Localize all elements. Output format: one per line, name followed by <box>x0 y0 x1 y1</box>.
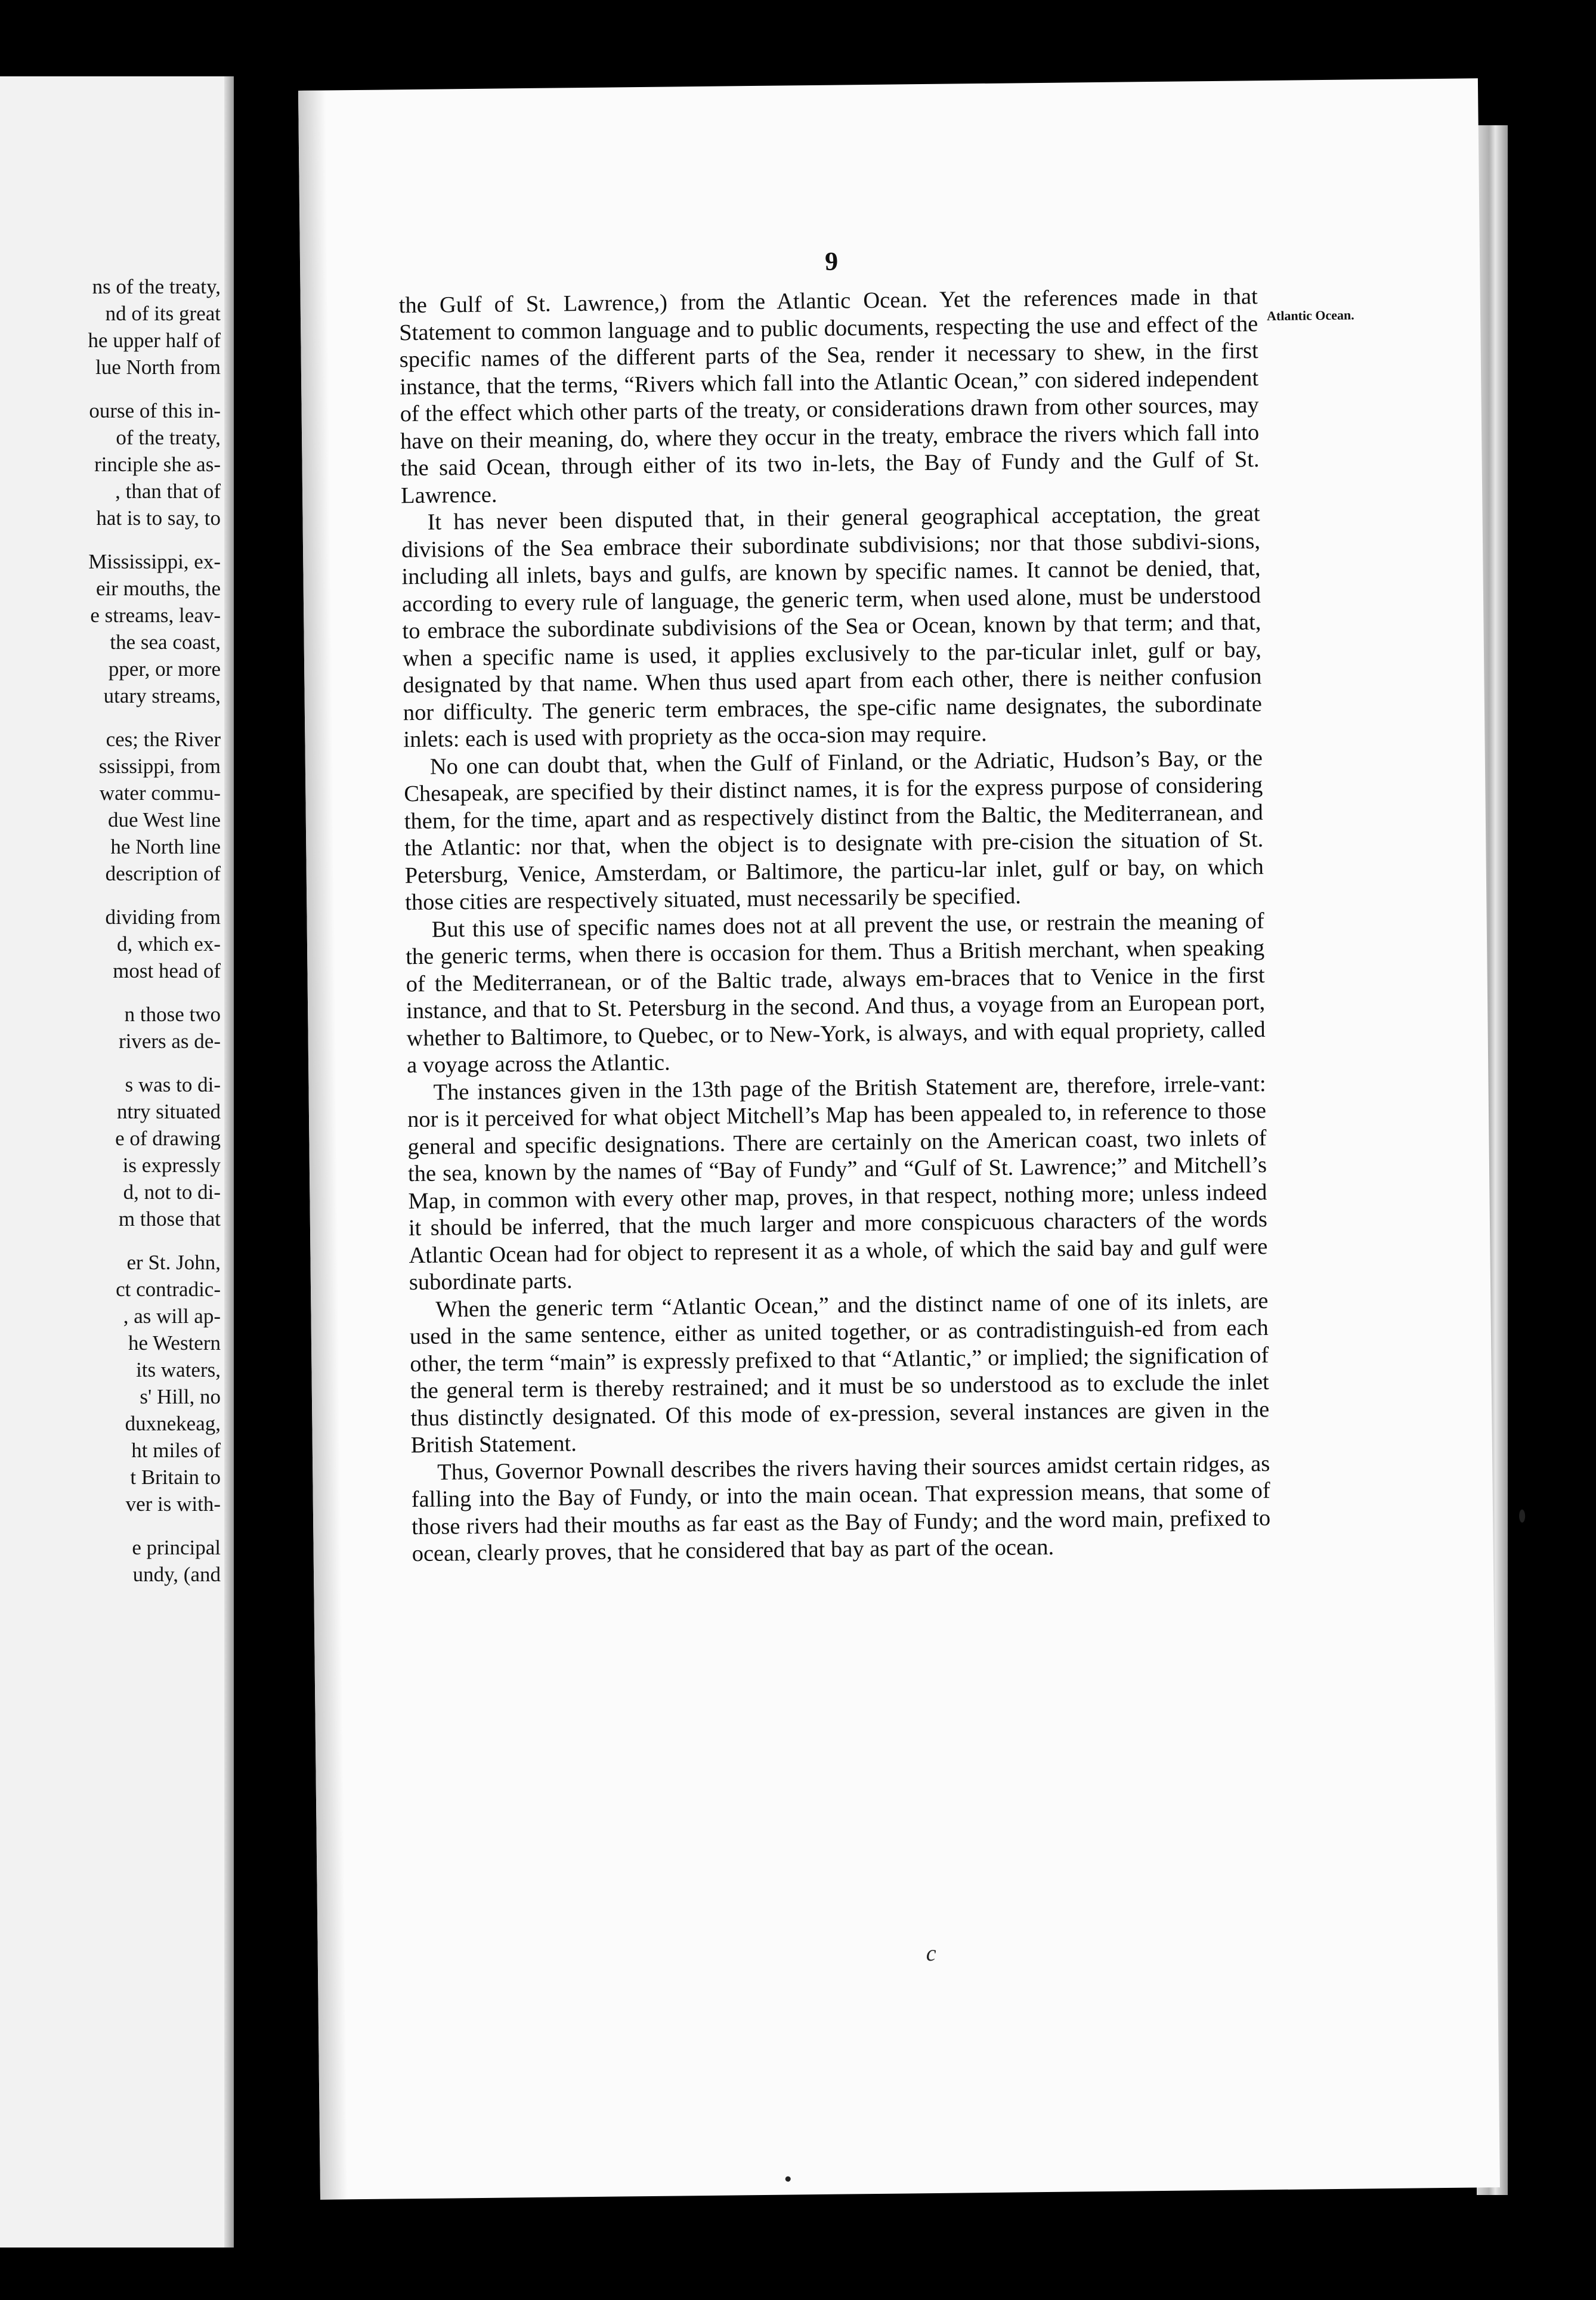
left-page-line: ourse of this in- <box>89 399 221 422</box>
paragraph-6: When the generic term “Atlantic Ocean,” and the distinct name of one of its inlets, are used in the same sentence, either as united together, or as contradistinguish-ed from each other, the term “main” is expressly prefixed to that “Atlantic,” or implied; the signification of the general term is thereby restrained; and it must be so understood as to exclude the inlet thus distinctly designated. Of this mode of ex-pression, several instances are given in the British Statement. <box>409 1288 1270 1458</box>
left-page-line: undy, (and <box>132 1563 221 1586</box>
ink-speck <box>785 2177 791 2182</box>
body-text <box>399 283 1271 1568</box>
left-page-line: Mississippi, ex- <box>88 550 221 573</box>
left-page-line: ns of the treaty, <box>92 275 221 298</box>
left-page-line: m those that <box>118 1207 221 1231</box>
left-page-line: ces; the River <box>106 728 221 751</box>
left-page-line: he Western <box>128 1331 221 1355</box>
left-page-line: d, not to di- <box>123 1180 221 1204</box>
paragraph-4: But this use of specific names does not at all prevent the use, or restrain the meaning of the generic terms, when there is occasion for them. Thus a British merchant, when speaking of the Mediterranean, or of the Baltic trade, always em-braces that to Venice in the first instance, and that to St. Petersburg in the second. And thus, a voyage from an European port, whether to Baltimore, to Quebec, or to New-York, is always, and with equal propriety, called a voyage across the Atlantic. <box>405 908 1266 1078</box>
left-page-line: ht miles of <box>131 1439 221 1462</box>
left-page-line: duxnekeag, <box>125 1412 221 1435</box>
left-page-line: rivers as de- <box>118 1030 221 1053</box>
left-page-line: the sea coast, <box>110 630 221 654</box>
left-page-line: , as will ap- <box>123 1304 221 1328</box>
left-page-line: its waters, <box>136 1358 221 1381</box>
left-page-line: e streams, leav- <box>90 604 221 627</box>
left-page-line: is expressly <box>122 1154 221 1177</box>
ink-speck <box>1519 1510 1525 1523</box>
left-page-line: er St. John, <box>126 1251 221 1274</box>
left-page-line: ssissippi, from <box>98 755 221 778</box>
left-page-fold <box>224 76 234 2248</box>
right-page <box>298 78 1500 2200</box>
left-page-line: n those two <box>124 1003 221 1026</box>
book-gutter <box>234 88 293 2259</box>
left-page-line: e of drawing <box>115 1127 221 1150</box>
left-page-line: hat is to say, to <box>96 506 221 530</box>
left-page-line: lue North from <box>95 355 221 379</box>
left-page-line: e principal <box>132 1536 221 1559</box>
left-page-line: rinciple she as- <box>94 453 221 476</box>
page-curl-shadow <box>298 91 348 2200</box>
margin-note: Atlantic Ocean. <box>1266 307 1354 324</box>
paragraph-2: It has never been disputed that, in their general geographical acceptation, the great divisions of the Sea embrace their subordinate subdivisions; nor that those subdivi-sions, including all inlets, bays and gulfs, are known by specific names. It cannot be denied, that, according to every rule of language, the generic term, when used alone, must be understood to embrace the subordinate subdivisions of the Sea or Ocean, known by that term; and that, when a specific name is used, it applies exclusively to the par-ticular inlet, gulf or bay, designated by that name. When thus used apart from each other, there is neither confusion nor difficulty. The generic term embraces, the spe-cific name designates, the subordinate inlets: each is used with propriety as the occa-sion may require. <box>401 501 1263 753</box>
paragraph-3: No one can doubt that, when the Gulf of Finland, or the Adriatic, Hudson’s Bay, or the Chesapeak, are specified by their distinct names, it is for the express purpose of considering them, for the time, apart and as respectively distinct from the Baltic, the Mediterranean, and the Atlantic: nor that, when the object is to designate with pre-cision the situation of St. Petersburg, Venice, Amsterdam, or Baltimore, the particu-lar inlet, gulf or bay, on which those cities are respectively situated, must necessarily be specified. <box>404 745 1264 916</box>
left-page-line: eir mouths, the <box>96 577 221 600</box>
left-page <box>0 76 234 2248</box>
signature-mark: c <box>926 1940 936 1967</box>
left-page-line: ntry situated <box>117 1100 221 1123</box>
left-page-line: nd of its great <box>105 302 221 325</box>
paragraph-7: Thus, Governor Pownall describes the rivers having their sources amidst certain ridges, as falling into the Bay of Fundy, or into the main ocean. That expression means, that some of those rivers had their mouths as far east as the Bay of Fundy; and the word main, prefixed to ocean, clearly proves, that he considered that bay as part of the ocean. <box>411 1451 1271 1567</box>
left-page-line: ct contradic- <box>116 1278 221 1301</box>
left-page-line: ver is with- <box>125 1492 221 1516</box>
left-page-line: description of <box>105 862 221 885</box>
left-page-line: utary streams, <box>103 684 221 707</box>
left-page-line: s' Hill, no <box>140 1385 221 1408</box>
left-page-line: he upper half of <box>88 329 221 352</box>
left-page-line: most head of <box>113 959 221 982</box>
left-page-line: d, which ex- <box>117 932 221 956</box>
left-page-line: t Britain to <box>130 1466 221 1489</box>
left-page-line: , than that of <box>115 480 221 503</box>
page-number: 9 <box>824 246 839 276</box>
paragraph-5: The instances given in the 13th page of the British Statement are, therefore, irrele-vant: nor is it perceived for what object Mitchell’s Map has been appealed to, in reference to those general and specific designations. There are certainly on the American coast, two inlets of the sea, known by the names of “Bay of Fundy” and “Gulf of St. Lawrence;” and Mitchell’s Map, in common with every other map, proves, in that respect, nothing more; unless indeed it should be inferred, that the much larger and more conspicuous characters of the words Atlantic Ocean had for object to represent it as a whole, of which the said bay and gulf were subordinate parts. <box>407 1071 1268 1296</box>
left-page-line: s was to di- <box>125 1073 221 1096</box>
left-page-line: he North line <box>110 835 221 858</box>
left-page-line: dividing from <box>105 905 221 929</box>
left-page-line: of the treaty, <box>116 426 221 449</box>
left-page-line: pper, or more <box>108 657 221 681</box>
left-page-line: water commu- <box>99 781 221 805</box>
paragraph-1: the Gulf of St. Lawrence,) from the Atlantic Ocean. Yet the references made in that Statement to common language and to public documents, respecting the use and effect of the specific names of the different parts of the Sea, render it necessary to shew, in the first instance, that the terms, “Rivers which fall into the Atlantic Ocean,” con sidered independent of the effect which other parts of the treaty, or considerations drawn from other sources, may have on their meaning, do, where they occur in the treaty, embrace the rivers which fall into the said Ocean, through either of its two in-lets, the Bay of Fundy and the Gulf of St. Lawrence. <box>398 284 1260 508</box>
left-page-line: due West line <box>108 808 221 831</box>
